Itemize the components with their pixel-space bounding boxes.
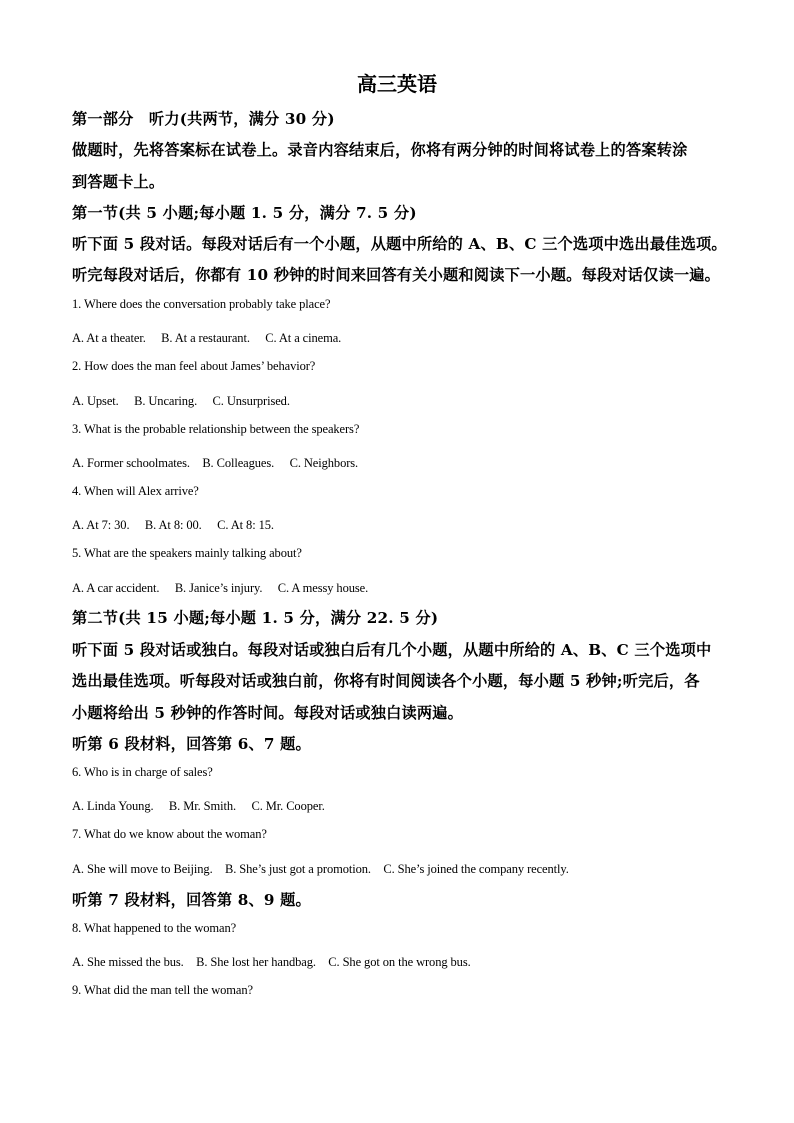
instruction-line: 第二节(共 15 小题;每小题 1. 5 分，满分 22. 5 分)	[72, 609, 439, 627]
question-line: A. At a theater. B. At a restaurant. C. At a cinema.	[72, 331, 342, 345]
question-line: A. She missed the bus. B. She lost her handbag. C. She got on the wrong bus.	[72, 955, 471, 969]
instruction-line: 听第 7 段材料，回答第 8、9 题。	[72, 891, 311, 909]
question-line: A. A car accident. B. Janice’s injury. C. A messy house.	[72, 581, 369, 595]
question-line: A. Linda Young. B. Mr. Smith. C. Mr. Cooper.	[72, 799, 325, 813]
question-line: 3. What is the probable relationship between the speakers?	[72, 422, 360, 436]
question-line: A. Former schoolmates. B. Colleagues. C. Neighbors.	[72, 456, 359, 470]
question-line: 2. How does the man feel about James’ behavior?	[72, 359, 316, 373]
question-line: 5. What are the speakers mainly talking about?	[72, 546, 302, 560]
instruction-line: 听下面 5 段对话或独白。每段对话或独白后有几个小题，从题中所给的 A、B、C 三个选项中	[72, 641, 712, 659]
instruction-line: 第一部分 听力(共两节，满分 30 分)	[72, 110, 335, 128]
instruction-line: 小题将给出 5 秒钟的作答时间。每段对话或独白读两遍。	[72, 704, 464, 722]
instruction-line: 第一节(共 5 小题;每小题 1. 5 分，满分 7. 5 分)	[72, 204, 417, 222]
question-line: A. At 7: 30. B. At 8: 00. C. At 8: 15.	[72, 518, 274, 532]
instruction-line: 听完每段对话后，你都有 10 秒钟的时间来回答有关小题和阅读下一小题。每段对话仅读一遍。	[72, 266, 721, 284]
instruction-line: 做题时，先将答案标在试卷上。录音内容结束后，你将有两分钟的时间将试卷上的答案转涂	[72, 141, 688, 159]
question-line: 7. What do we know about the woman?	[72, 827, 267, 841]
question-line: 1. Where does the conversation probably take place?	[72, 297, 331, 311]
question-line: 6. Who is in charge of sales?	[72, 765, 213, 779]
instruction-line: 到答题卡上。	[72, 173, 165, 191]
question-line: 4. When will Alex arrive?	[72, 484, 199, 498]
question-line: 9. What did the man tell the woman?	[72, 983, 253, 997]
instruction-line: 听第 6 段材料，回答第 6、7 题。	[72, 735, 311, 753]
page-title: 高三英语	[357, 72, 437, 96]
question-line: 8. What happened to the woman?	[72, 921, 237, 935]
question-line: A. She will move to Beijing. B. She’s just got a promotion. C. She’s joined the company recently.	[72, 862, 569, 876]
instruction-line: 选出最佳选项。听每段对话或独白前，你将有时间阅读各个小题，每小题 5 秒钟;听完后，各	[72, 672, 700, 690]
question-line: A. Upset. B. Uncaring. C. Unsurprised.	[72, 394, 290, 408]
instruction-line: 听下面 5 段对话。每段对话后有一个小题，从题中所给的 A、B、C 三个选项中选出最佳选项。	[72, 235, 727, 253]
